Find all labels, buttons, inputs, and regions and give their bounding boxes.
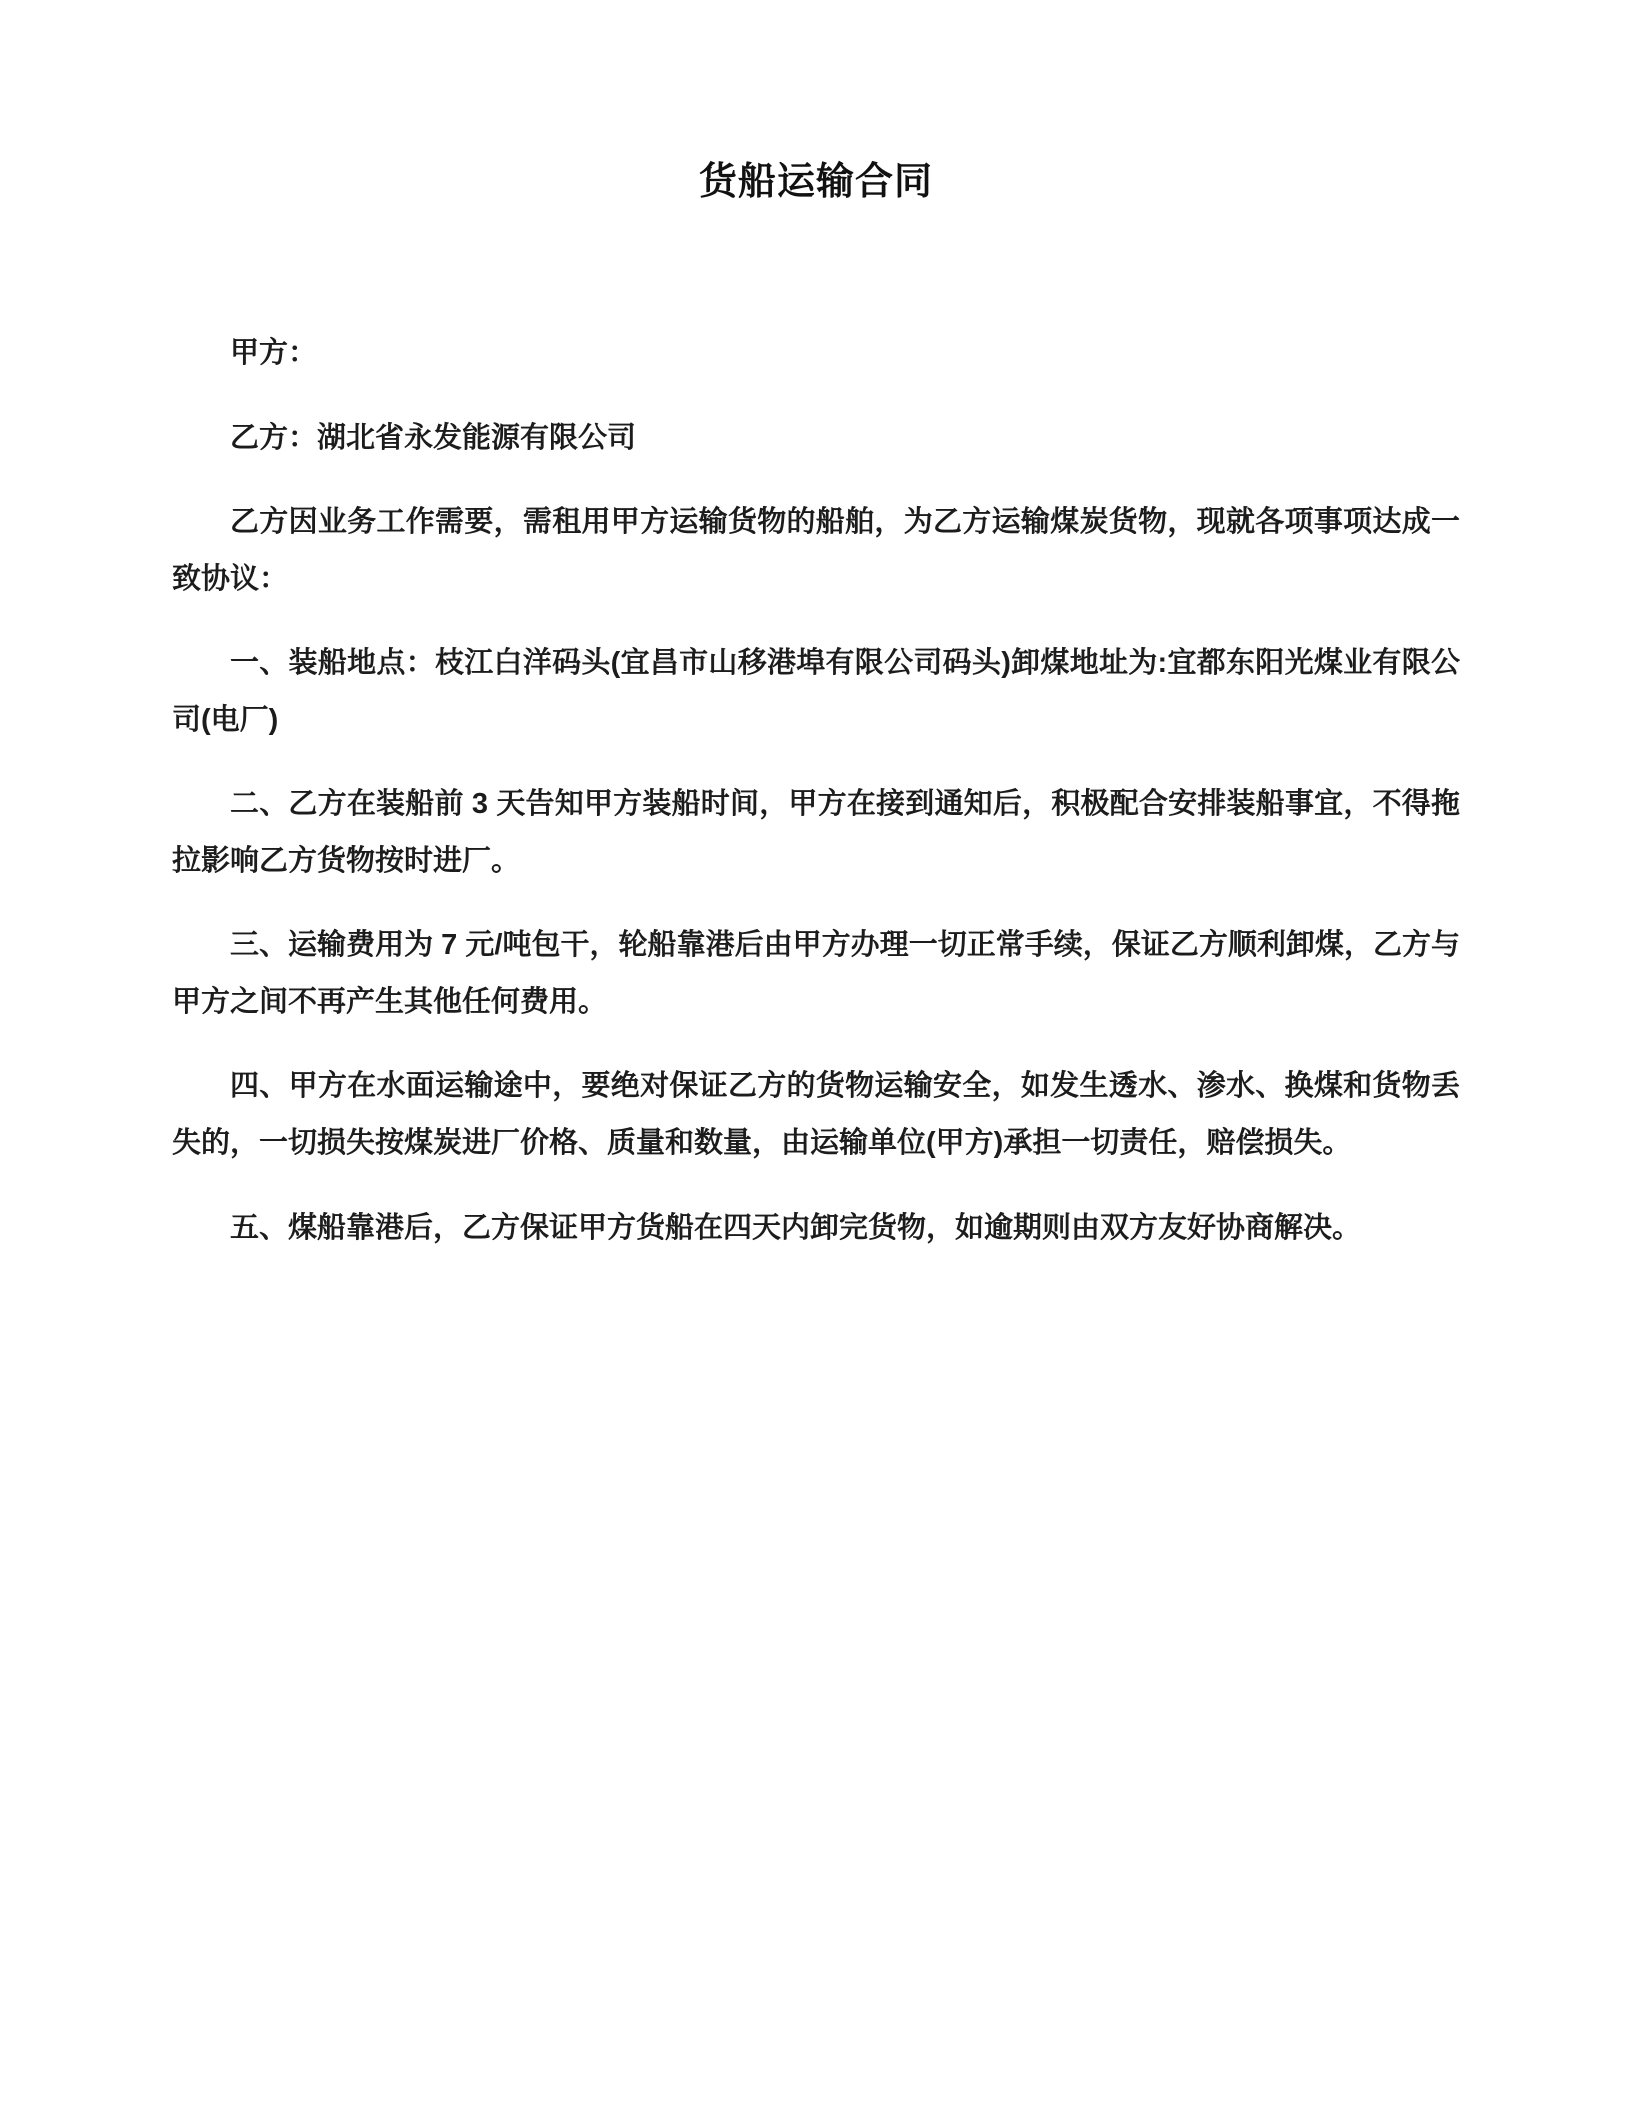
party-a-line: 甲方： (230, 337, 318, 369)
party-b-line: 乙方：湖北省永发能源有限公司 (230, 421, 637, 454)
document-title: 货船运输合同 (698, 161, 933, 203)
clause-2-paragraph: 二、乙方在装船前 3 天告知甲方装船时间，甲方在接到通知后，积极配合安排装船事宜，不得拖拉影响乙方货物按时进厂。 (172, 788, 1460, 877)
clause-3-paragraph: 三、运输费用为 7 元/吨包干，轮船靠港后由甲方办理一切正常手续，保证乙方顺利卸煤，乙方与甲方之间不再产生其他任何费用。 (172, 929, 1460, 1018)
clause-1-paragraph: 一、装船地点：枝江白洋码头(宜昌市山移港埠有限公司码头)卸煤地址为:宜都东阳光煤业有限公司(电厂) (172, 647, 1460, 736)
clause-4-paragraph: 四、甲方在水面运输途中，要绝对保证乙方的货物运输安全，如发生透水、渗水、换煤和货物丢失的，一切损失按煤炭进厂价格、质量和数量，由运输单位(甲方)承担一切责任，赔偿损失。 (172, 1070, 1460, 1160)
preamble-paragraph: 乙方因业务工作需要，需租用甲方运输货物的船舶，为乙方运输煤炭货物，现就各项事项达成一致协议： (172, 506, 1460, 595)
clause-5-paragraph: 五、煤船靠港后，乙方保证甲方货船在四天内卸完货物，如逾期则由双方友好协商解决。 (230, 1211, 1362, 1244)
document-body (172, 325, 1460, 1256)
